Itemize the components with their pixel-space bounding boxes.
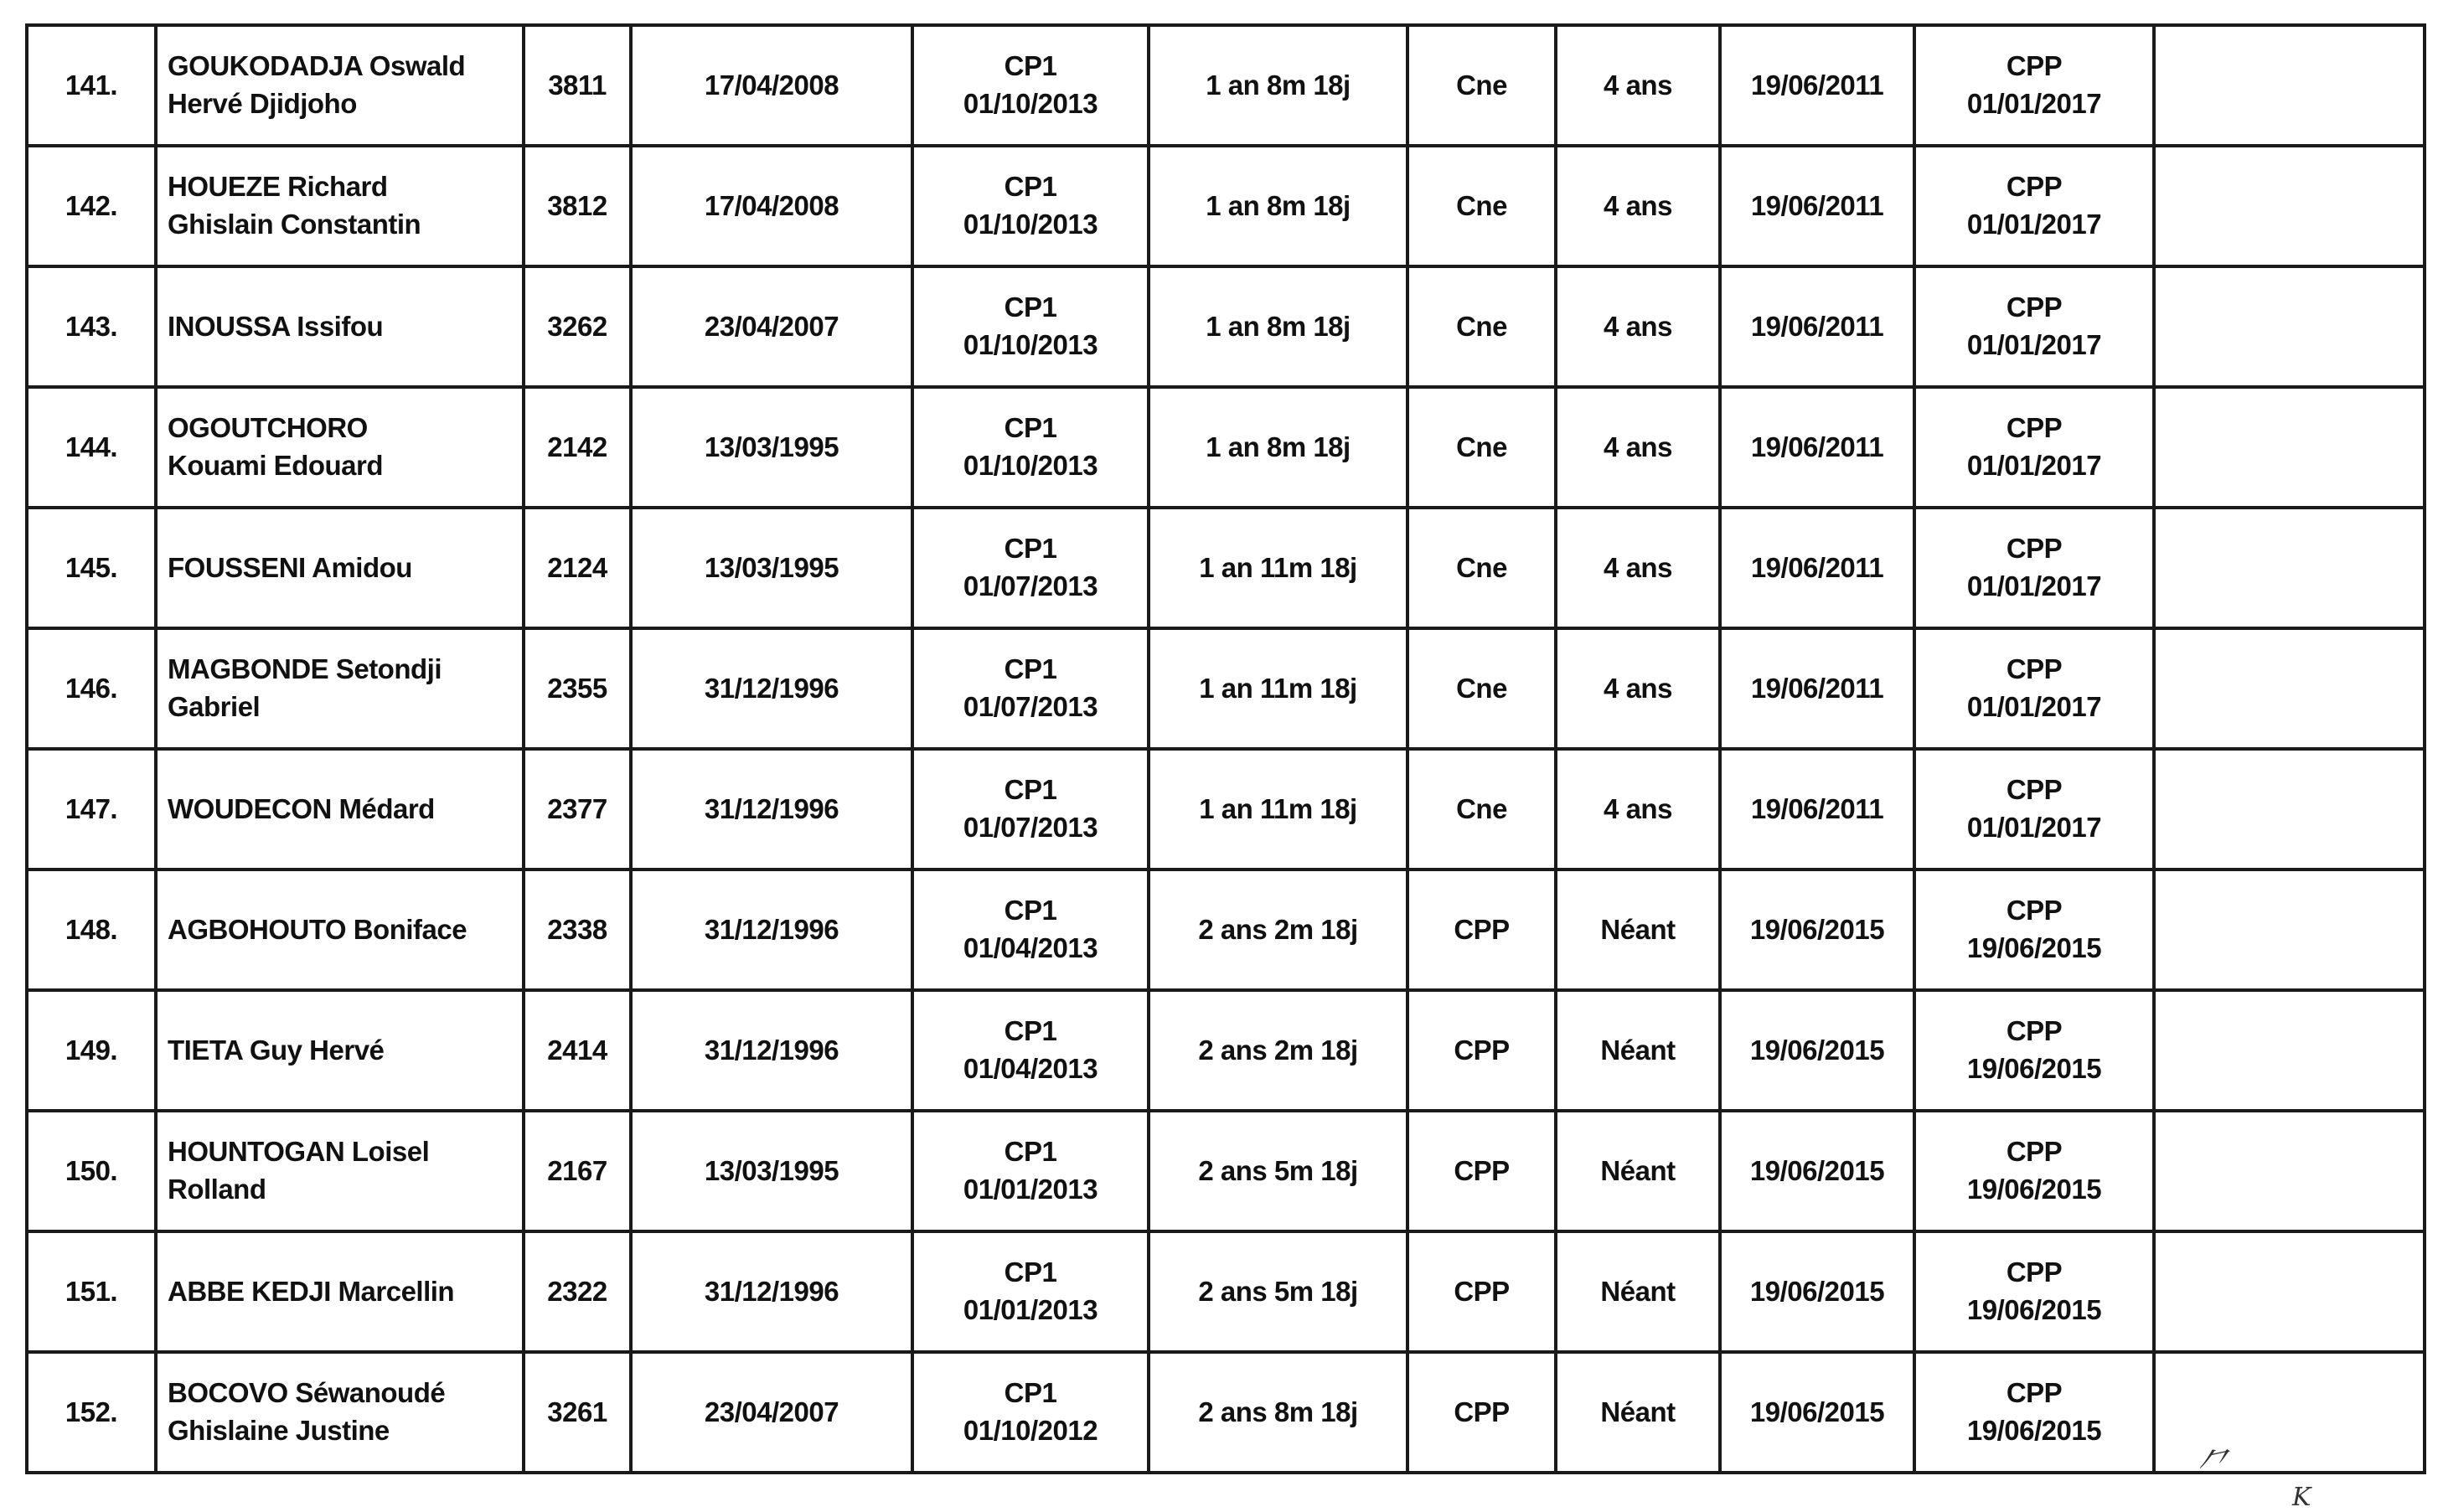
matricule: 2338: [547, 913, 607, 945]
duration: 1 an 11m 18j: [1199, 792, 1357, 824]
grade-a-date: 01/10/2013: [963, 88, 1098, 119]
observations-cell: [2154, 1231, 2425, 1352]
row-number-cell: [27, 266, 156, 387]
matricule: 3811: [548, 69, 607, 101]
grade-b-cell: [1407, 990, 1556, 1111]
grade-c-date: 01/01/2017: [1966, 329, 2102, 360]
name-line-2: Rolland: [168, 1174, 266, 1205]
grade-a-date: 01/10/2013: [963, 450, 1098, 481]
grade-date-cell: [912, 1111, 1149, 1231]
grade-b-date-cell: [1720, 628, 1914, 749]
grade-c-cell: [1914, 387, 2154, 508]
duration: 2 ans 5m 18j: [1198, 1154, 1358, 1186]
name-line-1: WOUDECON Médard: [168, 792, 435, 824]
grade-a: CP1: [1004, 50, 1057, 82]
grade-b: Cne: [1456, 69, 1507, 101]
entry-date-cell: [631, 146, 912, 266]
duration: 1 an 11m 18j: [1199, 551, 1357, 583]
grade-date-cell: [912, 870, 1149, 990]
grade-c: CPP: [2006, 1015, 2063, 1047]
table-row: [27, 628, 2425, 749]
duration-cell: [1149, 628, 1407, 749]
grade-a: CP1: [1004, 171, 1057, 203]
name-line-1: TIETA Guy Hervé: [168, 1034, 385, 1066]
grade-c-date: 19/06/2015: [1966, 1294, 2102, 1325]
grade-c-cell: [1914, 1231, 2154, 1352]
grade-a: CP1: [1004, 1136, 1057, 1168]
matricule-cell: [524, 749, 631, 870]
matricule-cell: [524, 266, 631, 387]
grade-date-cell: [912, 266, 1149, 387]
matricule: 2414: [547, 1034, 607, 1066]
row-number-cell: [27, 990, 156, 1111]
grade-b-date-cell: [1720, 387, 1914, 508]
seniority: 4 ans: [1604, 189, 1672, 221]
grade-c: CPP: [2006, 171, 2063, 203]
entry-date: 13/03/1995: [704, 551, 839, 583]
observations-cell: [2154, 387, 2425, 508]
entry-date-cell: [631, 870, 912, 990]
name-cell: [156, 870, 524, 990]
grade-c: CPP: [2006, 774, 2063, 806]
grade-c: CPP: [2006, 50, 2063, 82]
name-line-1: ABBE KEDJI Marcellin: [168, 1275, 455, 1307]
seniority: 4 ans: [1604, 551, 1672, 583]
name-cell: [156, 990, 524, 1111]
grade-c-date: 01/01/2017: [1966, 209, 2102, 240]
name-cell: [156, 1111, 524, 1231]
row-number-cell: [27, 387, 156, 508]
name-line-1: MAGBONDE Setondji: [168, 653, 442, 685]
seniority: 4 ans: [1604, 310, 1672, 342]
grade-b-date-cell: [1720, 1231, 1914, 1352]
seniority: 4 ans: [1604, 69, 1672, 101]
seniority-cell: [1556, 1231, 1720, 1352]
grade-b-date: 19/06/2011: [1750, 672, 1884, 704]
entry-date: 31/12/1996: [704, 792, 839, 824]
grade-b-date: 19/06/2015: [1749, 1034, 1885, 1066]
duration: 2 ans 2m 18j: [1198, 913, 1358, 945]
grade-c: CPP: [2006, 1136, 2063, 1168]
seniority-cell: [1556, 508, 1720, 628]
grade-date-cell: [912, 1352, 1149, 1473]
matricule-cell: [524, 1111, 631, 1231]
grade-a-date: 01/01/2013: [963, 1294, 1098, 1325]
duration-cell: [1149, 1231, 1407, 1352]
grade-date-cell: [912, 990, 1149, 1111]
grade-b-cell: [1407, 146, 1556, 266]
grade-c-cell: [1914, 628, 2154, 749]
grade-b-date: 19/06/2015: [1749, 1396, 1885, 1427]
seniority-cell: [1556, 990, 1720, 1111]
name-cell: [156, 749, 524, 870]
name-cell: [156, 1352, 524, 1473]
matricule: 2167: [547, 1154, 607, 1186]
matricule-cell: [524, 990, 631, 1111]
grade-b-cell: [1407, 628, 1556, 749]
duration: 1 an 8m 18j: [1206, 310, 1351, 342]
observations-cell: [2154, 628, 2425, 749]
matricule: 2142: [547, 431, 607, 462]
row-number: 142.: [65, 189, 118, 221]
seniority: Néant: [1600, 1154, 1676, 1186]
grade-b-cell: [1407, 508, 1556, 628]
seniority-cell: [1556, 1111, 1720, 1231]
grade-c-cell: [1914, 1352, 2154, 1473]
entry-date: 17/04/2008: [704, 189, 839, 221]
grade-b-date-cell: [1720, 1352, 1914, 1473]
seniority: Néant: [1600, 1396, 1676, 1427]
grade-c: CPP: [2006, 533, 2063, 565]
name-cell: [156, 25, 524, 146]
name-line-1: OGOUTCHORO: [168, 412, 368, 444]
name-line-1: FOUSSENI Amidou: [168, 551, 412, 583]
handwritten-initials-mark: ⺈: [2190, 1442, 2235, 1493]
personnel-table: [25, 23, 2426, 1474]
entry-date-cell: [631, 1231, 912, 1352]
seniority: 4 ans: [1604, 672, 1672, 704]
table-row: [27, 387, 2425, 508]
duration-cell: [1149, 508, 1407, 628]
duration-cell: [1149, 1111, 1407, 1231]
grade-c-cell: [1914, 266, 2154, 387]
table-row: [27, 266, 2425, 387]
table-row: [27, 146, 2425, 266]
grade-c-cell: [1914, 749, 2154, 870]
grade-c-date: 01/01/2017: [1966, 88, 2102, 119]
entry-date-cell: [631, 266, 912, 387]
grade-c: CPP: [2006, 1377, 2063, 1409]
table-row: [27, 870, 2425, 990]
grade-b: CPP: [1454, 1275, 1510, 1307]
row-number-cell: [27, 749, 156, 870]
grade-c-date: 19/06/2015: [1966, 932, 2102, 963]
grade-a: CP1: [1004, 653, 1057, 685]
grade-b-date: 19/06/2011: [1750, 792, 1884, 824]
entry-date: 17/04/2008: [704, 69, 839, 101]
name-line-2: Ghislaine Justine: [168, 1415, 390, 1446]
grade-b-date: 19/06/2015: [1749, 913, 1885, 945]
grade-b-date-cell: [1720, 25, 1914, 146]
name-line-1: AGBOHOUTO Boniface: [168, 913, 467, 945]
row-number-cell: [27, 1111, 156, 1231]
entry-date-cell: [631, 628, 912, 749]
name-line-2: Hervé Djidjoho: [168, 88, 357, 119]
grade-a-date: 01/07/2013: [963, 691, 1098, 722]
observations-cell: [2154, 508, 2425, 628]
grade-b: Cne: [1456, 551, 1507, 583]
entry-date: 31/12/1996: [704, 672, 839, 704]
grade-b-cell: [1407, 387, 1556, 508]
name-cell: [156, 266, 524, 387]
table-body: [27, 25, 2425, 1473]
grade-date-cell: [912, 749, 1149, 870]
grade-b: Cne: [1456, 672, 1507, 704]
table-row: [27, 1352, 2425, 1473]
duration-cell: [1149, 749, 1407, 870]
matricule-cell: [524, 870, 631, 990]
row-number-cell: [27, 146, 156, 266]
seniority: 4 ans: [1604, 431, 1672, 462]
row-number: 152.: [65, 1396, 118, 1427]
entry-date-cell: [631, 387, 912, 508]
grade-a: CP1: [1004, 1015, 1057, 1047]
matricule-cell: [524, 508, 631, 628]
name-line-1: HOUEZE Richard: [168, 171, 388, 203]
name-line-1: GOUKODADJA Oswald: [168, 50, 466, 82]
seniority: Néant: [1600, 1034, 1676, 1066]
matricule: 2377: [547, 792, 607, 824]
seniority-cell: [1556, 1352, 1720, 1473]
matricule-cell: [524, 25, 631, 146]
table-row: [27, 749, 2425, 870]
seniority-cell: [1556, 870, 1720, 990]
seniority-cell: [1556, 25, 1720, 146]
grade-c-date: 01/01/2017: [1966, 691, 2102, 722]
grade-b-date: 19/06/2011: [1750, 189, 1884, 221]
name-cell: [156, 146, 524, 266]
duration: 1 an 8m 18j: [1206, 189, 1351, 221]
duration: 2 ans 2m 18j: [1198, 1034, 1358, 1066]
duration-cell: [1149, 146, 1407, 266]
grade-b-date-cell: [1720, 266, 1914, 387]
row-number-cell: [27, 1352, 156, 1473]
row-number-cell: [27, 25, 156, 146]
grade-c-cell: [1914, 508, 2154, 628]
grade-c-cell: [1914, 25, 2154, 146]
matricule: 3812: [547, 189, 607, 221]
grade-date-cell: [912, 508, 1149, 628]
seniority-cell: [1556, 146, 1720, 266]
entry-date-cell: [631, 1111, 912, 1231]
duration-cell: [1149, 870, 1407, 990]
entry-date: 31/12/1996: [704, 913, 839, 945]
duration: 1 an 11m 18j: [1199, 672, 1357, 704]
grade-c-date: 01/01/2017: [1966, 450, 2102, 481]
name-cell: [156, 628, 524, 749]
matricule: 3262: [547, 310, 607, 342]
table-row: [27, 25, 2425, 146]
grade-b: CPP: [1454, 1154, 1510, 1186]
duration-cell: [1149, 387, 1407, 508]
grade-c: CPP: [2006, 412, 2063, 444]
grade-b: CPP: [1454, 913, 1510, 945]
grade-c-cell: [1914, 990, 2154, 1111]
name-cell: [156, 508, 524, 628]
grade-date-cell: [912, 1231, 1149, 1352]
grade-c: CPP: [2006, 895, 2063, 926]
grade-c-date: 19/06/2015: [1966, 1174, 2102, 1205]
grade-b: CPP: [1454, 1396, 1510, 1427]
grade-b-date-cell: [1720, 990, 1914, 1111]
name-line-1: HOUNTOGAN Loisel: [168, 1136, 430, 1168]
observations-cell: [2154, 146, 2425, 266]
grade-a: CP1: [1004, 1257, 1057, 1288]
table-row: [27, 1111, 2425, 1231]
matricule-cell: [524, 1231, 631, 1352]
row-number: 149.: [65, 1034, 118, 1066]
seniority-cell: [1556, 749, 1720, 870]
observations-cell: [2154, 266, 2425, 387]
entry-date: 23/04/2007: [704, 1396, 839, 1427]
duration: 2 ans 8m 18j: [1198, 1396, 1358, 1427]
name-line-2: Kouami Edouard: [168, 450, 384, 481]
grade-a-date: 01/07/2013: [963, 812, 1098, 843]
seniority: Néant: [1600, 1275, 1676, 1307]
duration: 2 ans 5m 18j: [1198, 1275, 1358, 1307]
grade-a-date: 01/10/2013: [963, 329, 1098, 360]
grade-b: Cne: [1456, 189, 1507, 221]
seniority-cell: [1556, 628, 1720, 749]
duration: 1 an 8m 18j: [1206, 69, 1351, 101]
duration-cell: [1149, 25, 1407, 146]
entry-date: 23/04/2007: [704, 310, 839, 342]
grade-a-date: 01/01/2013: [963, 1174, 1098, 1205]
matricule: 2355: [547, 672, 607, 704]
grade-date-cell: [912, 387, 1149, 508]
matricule-cell: [524, 628, 631, 749]
name-cell: [156, 1231, 524, 1352]
grade-a: CP1: [1004, 774, 1057, 806]
seniority: 4 ans: [1604, 792, 1672, 824]
grade-b-date-cell: [1720, 749, 1914, 870]
entry-date: 31/12/1996: [704, 1034, 839, 1066]
grade-c-cell: [1914, 870, 2154, 990]
grade-a: CP1: [1004, 895, 1057, 926]
table-row: [27, 1231, 2425, 1352]
grade-b-cell: [1407, 1231, 1556, 1352]
grade-c: CPP: [2006, 653, 2063, 685]
grade-b-date: 19/06/2015: [1749, 1275, 1885, 1307]
duration: 1 an 8m 18j: [1206, 431, 1351, 462]
grade-b-date-cell: [1720, 1111, 1914, 1231]
row-number: 151.: [65, 1275, 118, 1307]
grade-b-date: 19/06/2015: [1749, 1154, 1885, 1186]
name-line-1: INOUSSA Issifou: [168, 310, 384, 342]
matricule: 2322: [547, 1275, 607, 1307]
grade-b-cell: [1407, 25, 1556, 146]
grade-a-date: 01/07/2013: [963, 570, 1098, 601]
name-line-1: BOCOVO Séwanoudé: [168, 1377, 446, 1409]
grade-b: Cne: [1456, 792, 1507, 824]
grade-b: Cne: [1456, 431, 1507, 462]
entry-date-cell: [631, 508, 912, 628]
grade-a-date: 01/10/2012: [963, 1415, 1098, 1446]
row-number: 145.: [65, 551, 118, 583]
grade-a: CP1: [1004, 1377, 1057, 1409]
duration-cell: [1149, 990, 1407, 1111]
table-row: [27, 508, 2425, 628]
name-line-2: Ghislain Constantin: [168, 209, 421, 240]
grade-c: CPP: [2006, 1257, 2063, 1288]
grade-b-cell: [1407, 870, 1556, 990]
grade-b-date: 19/06/2011: [1750, 551, 1884, 583]
observations-cell: [2154, 990, 2425, 1111]
grade-a-date: 01/04/2013: [963, 932, 1098, 963]
observations-cell: [2154, 870, 2425, 990]
entry-date: 31/12/1996: [704, 1275, 839, 1307]
row-number: 144.: [65, 431, 118, 462]
grade-date-cell: [912, 25, 1149, 146]
entry-date-cell: [631, 1352, 912, 1473]
entry-date: 13/03/1995: [704, 431, 839, 462]
grade-a-date: 01/04/2013: [963, 1053, 1098, 1084]
grade-a: CP1: [1004, 292, 1057, 323]
row-number-cell: [27, 870, 156, 990]
row-number-cell: [27, 628, 156, 749]
grade-b-date: 19/06/2011: [1750, 431, 1884, 462]
grade-b: Cne: [1456, 310, 1507, 342]
entry-date-cell: [631, 25, 912, 146]
row-number: 146.: [65, 672, 118, 704]
matricule-cell: [524, 387, 631, 508]
seniority: Néant: [1600, 913, 1676, 945]
grade-a: CP1: [1004, 412, 1057, 444]
grade-b-cell: [1407, 1352, 1556, 1473]
grade-b-date-cell: [1720, 508, 1914, 628]
duration-cell: [1149, 266, 1407, 387]
matricule: 3261: [547, 1396, 607, 1427]
grade-a: CP1: [1004, 533, 1057, 565]
observations-cell: [2154, 25, 2425, 146]
matricule-cell: [524, 1352, 631, 1473]
name-cell: [156, 387, 524, 508]
grade-c-date: 19/06/2015: [1966, 1053, 2102, 1084]
grade-date-cell: [912, 146, 1149, 266]
grade-b-date: 19/06/2011: [1750, 69, 1884, 101]
matricule: 2124: [547, 551, 607, 583]
seniority-cell: [1556, 266, 1720, 387]
grade-c-cell: [1914, 146, 2154, 266]
grade-b-cell: [1407, 749, 1556, 870]
observations-cell: [2154, 749, 2425, 870]
grade-a-date: 01/10/2013: [963, 209, 1098, 240]
row-number: 150.: [65, 1154, 118, 1186]
entry-date-cell: [631, 990, 912, 1111]
name-line-2: Gabriel: [168, 691, 261, 722]
matricule-cell: [524, 146, 631, 266]
grade-c-date: 19/06/2015: [1966, 1415, 2102, 1446]
grade-b-cell: [1407, 266, 1556, 387]
row-number: 148.: [65, 913, 118, 945]
grade-b-date: 19/06/2011: [1750, 310, 1884, 342]
row-number: 143.: [65, 310, 118, 342]
row-number: 141.: [65, 69, 118, 101]
entry-date: 13/03/1995: [704, 1154, 839, 1186]
row-number-cell: [27, 1231, 156, 1352]
grade-c-date: 01/01/2017: [1966, 812, 2102, 843]
document-sheet: [25, 23, 2423, 1471]
seniority-cell: [1556, 387, 1720, 508]
table-row: [27, 990, 2425, 1111]
grade-c: CPP: [2006, 292, 2063, 323]
row-number-cell: [27, 508, 156, 628]
grade-c-date: 01/01/2017: [1966, 570, 2102, 601]
grade-b-date-cell: [1720, 146, 1914, 266]
grade-b-cell: [1407, 1111, 1556, 1231]
grade-date-cell: [912, 628, 1149, 749]
grade-c-cell: [1914, 1111, 2154, 1231]
entry-date-cell: [631, 749, 912, 870]
row-number: 147.: [65, 792, 118, 824]
handwritten-initials-mark-2: K: [2292, 1483, 2311, 1512]
grade-b-date-cell: [1720, 870, 1914, 990]
grade-b: CPP: [1454, 1034, 1510, 1066]
observations-cell: [2154, 1111, 2425, 1231]
duration-cell: [1149, 1352, 1407, 1473]
